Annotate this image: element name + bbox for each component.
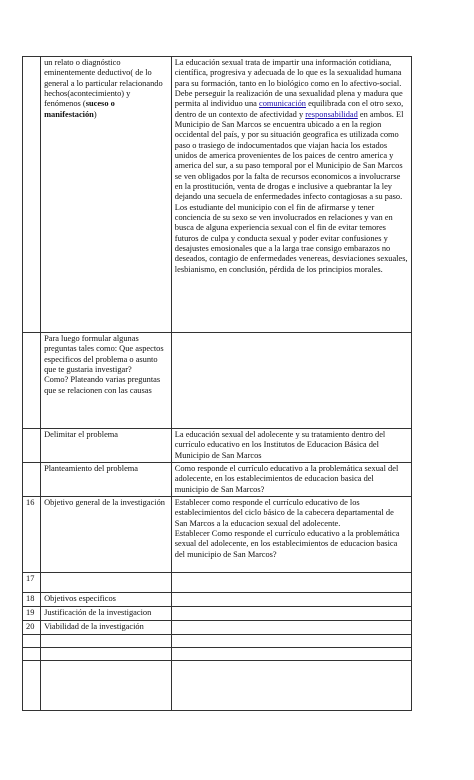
row-label: Viabilidad de la investigación bbox=[41, 620, 172, 634]
label-bold-text: suceso o manifestación bbox=[44, 99, 115, 119]
content-text-end: en ambos. El Municipio de San Marcos se encuentra ubicado a en la region occidental del país, y por su situación geografica es utilizada como paso o trasiego de indocumentados que viajan hacia los estados unidos de america provenientes de los paices de centro america y america del sur, a su paso temporal por el Municipio de San Marcos se ven obligados por la falta de recursos economicos a involucrarse en la prostitución, venta de drogas e inclusive a quebrantar la ley dejando una secuela de enfermedades infecto contagiosas a su paso. Los estudiante del municipio con el fin de afirmarse y tener conciencia de su sexo se ven involucrados en relaciones y van en busca de alguna experiencia sexual con el fin de evitar temores futuros de culpa y conducta sexual y poder evitar confusiones y desajustes emosionales que a la larga trae consigo embarazos no deseados, contagio de enfermedades venereas, desviaciones sexuales, lesbianismo, en conclusión, pérdida de los principios morales. bbox=[174, 109, 408, 274]
row-label bbox=[41, 634, 172, 647]
content-text: La educación sexual trata de impartir una información cotidiana, científica, progresiva y adecuada de lo que es la sexualidad humana para su formación, tanto en lo biológico como en lo afectivo-social. Debe perseguir la realización de una sexualidad plena y madura que permita al individuo una bbox=[174, 58, 403, 109]
table-row bbox=[23, 572, 412, 592]
document-table bbox=[22, 56, 412, 711]
row-number: 18 bbox=[23, 592, 41, 606]
row-label: Objetivos especificos bbox=[41, 592, 172, 606]
table-row bbox=[23, 333, 412, 429]
table-row bbox=[23, 462, 412, 496]
row-label: Delimitar el problema bbox=[41, 429, 172, 463]
row-content bbox=[171, 606, 411, 620]
row-content bbox=[171, 634, 411, 647]
table-row bbox=[23, 429, 412, 463]
row-number: 20 bbox=[23, 620, 41, 634]
table-row bbox=[23, 620, 412, 634]
table-row bbox=[23, 647, 412, 660]
row-number bbox=[23, 660, 41, 710]
table-row bbox=[23, 606, 412, 620]
row-content: Establecer como responde el currículo educativo de los establecimientos del ciclo básico de la cabecera departamental de San Marcos a la educacion sexual del adolecente. Establecer Como responde el currículo educativo a la problemática sexual del adolecente, en los establecimientos de educacion basica del municipio de San Marcos? bbox=[171, 496, 411, 572]
row-label bbox=[41, 647, 172, 660]
row-label bbox=[41, 57, 172, 333]
row-content: Como responde el currículo educativo a la problemática sexual del adolecente, en los establecimientos de educacion basica del municipio de San Marcos? bbox=[171, 462, 411, 496]
table-row bbox=[23, 496, 412, 572]
table-row bbox=[23, 660, 412, 710]
row-number: 17 bbox=[23, 572, 41, 592]
label-text: un relato o diagnóstico eminentemente deductivo( de lo general a lo particular relacionando hechos(acontecimiento) y fenómenos ( bbox=[44, 58, 163, 109]
responsabilidad-link[interactable]: responsabilidad bbox=[305, 109, 358, 119]
row-number: 16 bbox=[23, 496, 41, 572]
table-row bbox=[23, 634, 412, 647]
row-number bbox=[23, 429, 41, 463]
row-content: La educación sexual del adolecente y su tratamiento dentro del currículo educativo en los Institutos de Educacion Básica del Municipio de San Marcos bbox=[171, 429, 411, 463]
row-label bbox=[41, 660, 172, 710]
row-number bbox=[23, 57, 41, 333]
table-row bbox=[23, 57, 412, 333]
row-label: Justificación de la investigacion bbox=[41, 606, 172, 620]
row-number: 19 bbox=[23, 606, 41, 620]
row-content bbox=[171, 57, 411, 333]
row-label bbox=[41, 572, 172, 592]
row-content bbox=[171, 647, 411, 660]
row-label: Para luego formular algunas preguntas tales como: Que aspectos especificos del problema o asunto que te gustaria investigar? Como? Plateando varias preguntas que se relacionen con las causas bbox=[41, 333, 172, 429]
row-number bbox=[23, 634, 41, 647]
row-label: Objetivo general de la investigación bbox=[41, 496, 172, 572]
row-number bbox=[23, 462, 41, 496]
row-content bbox=[171, 572, 411, 592]
row-label: Planteamiento del problema bbox=[41, 462, 172, 496]
row-content bbox=[171, 333, 411, 429]
row-content bbox=[171, 660, 411, 710]
row-content bbox=[171, 620, 411, 634]
row-number bbox=[23, 647, 41, 660]
label-text-end: ) bbox=[93, 109, 97, 119]
row-content bbox=[171, 592, 411, 606]
comunicacion-link[interactable]: comunicación bbox=[258, 99, 306, 109]
row-number bbox=[23, 333, 41, 429]
table-row bbox=[23, 592, 412, 606]
content-text-middle: equilibrada con el otro sexo, dentro de un contexto de afectividad y bbox=[174, 99, 404, 119]
